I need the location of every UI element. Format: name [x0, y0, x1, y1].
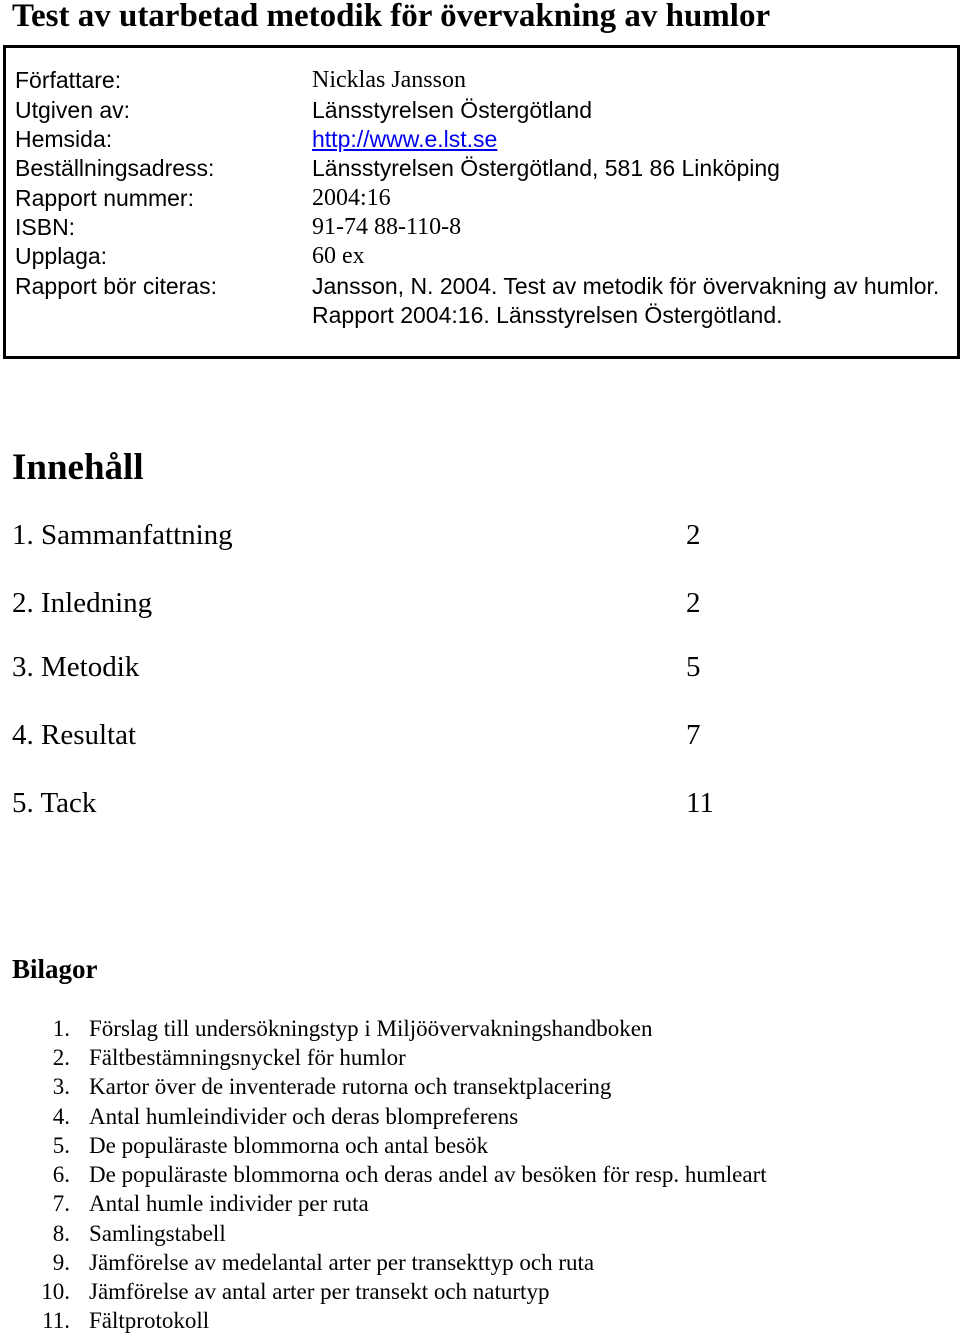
toc-item-page: 11	[686, 787, 714, 819]
toc-item-page: 2	[686, 587, 701, 619]
appendix-number: 7.	[52, 1191, 70, 1216]
report-number-value: 2004:16	[312, 185, 391, 211]
appendix-text: Förslag till undersökningstyp i Miljöövervakningshandboken	[89, 1016, 653, 1041]
appendix-number: 11.	[42, 1308, 70, 1333]
appendix-text: Fältbestämningsnyckel för humlor	[89, 1045, 406, 1070]
publisher-label: Utgiven av:	[15, 97, 131, 123]
appendix-number: 3.	[52, 1074, 70, 1099]
homepage-value	[312, 125, 497, 153]
appendix-text: Kartor över de inventerade rutorna och transektplacering	[89, 1074, 612, 1099]
toc-item-label: 5. Tack	[12, 787, 97, 819]
citation-label: Rapport bör citeras:	[15, 273, 217, 299]
homepage-label: Hemsida:	[15, 126, 113, 152]
publisher-value: Länsstyrelsen Östergötland	[312, 97, 592, 123]
appendix-number: 9.	[52, 1250, 70, 1275]
toc-item-label: 1. Sammanfattning	[12, 519, 233, 551]
appendices-heading: Bilagor	[12, 954, 98, 984]
citation-value-line1: Jansson, N. 2004. Test av metodik för övervakning av humlor.	[312, 273, 940, 299]
toc-item-label: 2. Inledning	[12, 587, 153, 619]
appendix-text: Samlingstabell	[89, 1221, 226, 1246]
appendix-number: 4.	[52, 1104, 70, 1129]
order-address-label: Beställningsadress:	[15, 155, 215, 181]
author-value: Nicklas Jansson	[312, 67, 466, 93]
appendix-text: Jämförelse av antal arter per transekt och naturtyp	[89, 1279, 550, 1304]
isbn-value: 91-74 88-110-8	[312, 214, 462, 240]
isbn-label: ISBN:	[15, 214, 76, 240]
appendix-text: De populäraste blommorna och deras andel av besöken för resp. humleart	[89, 1162, 767, 1187]
document-title: Test av utarbetad metodik för övervakning av humlor	[12, 0, 771, 34]
toc-item-page: 5	[686, 651, 701, 683]
appendix-number: 8.	[52, 1221, 70, 1246]
appendix-text: Antal humleindivider och deras blompreferens	[89, 1104, 519, 1129]
appendix-text: Jämförelse av medelantal arter per transekttyp och ruta	[89, 1250, 595, 1275]
edition-value: 60 ex	[312, 243, 365, 269]
appendix-number: 6.	[52, 1162, 70, 1187]
metadata-box	[3, 45, 960, 359]
homepage-link[interactable]: http://www.e.lst.se	[312, 126, 498, 152]
appendix-number: 1.	[52, 1016, 70, 1041]
author-label: Författare:	[15, 67, 122, 93]
toc-item-page: 2	[686, 519, 701, 551]
order-address-value: Länsstyrelsen Östergötland, 581 86 Linköping	[312, 155, 780, 181]
appendix-text: Fältprotokoll	[89, 1308, 210, 1333]
appendix-number: 10.	[41, 1279, 70, 1304]
citation-value-line2: Rapport 2004:16. Länsstyrelsen Östergötland.	[312, 302, 783, 328]
edition-label: Upplaga:	[15, 243, 108, 269]
appendix-number: 5.	[52, 1133, 70, 1158]
report-number-label: Rapport nummer:	[15, 185, 194, 211]
appendix-text: Antal humle individer per ruta	[89, 1191, 369, 1216]
toc-item-label: 3. Metodik	[12, 651, 140, 683]
toc-item-page: 7	[686, 719, 701, 751]
toc-heading: Innehåll	[12, 447, 144, 488]
appendix-text: De populäraste blommorna och antal besök	[89, 1133, 489, 1158]
appendix-number: 2.	[52, 1045, 70, 1070]
toc-item-label: 4. Resultat	[12, 719, 137, 751]
